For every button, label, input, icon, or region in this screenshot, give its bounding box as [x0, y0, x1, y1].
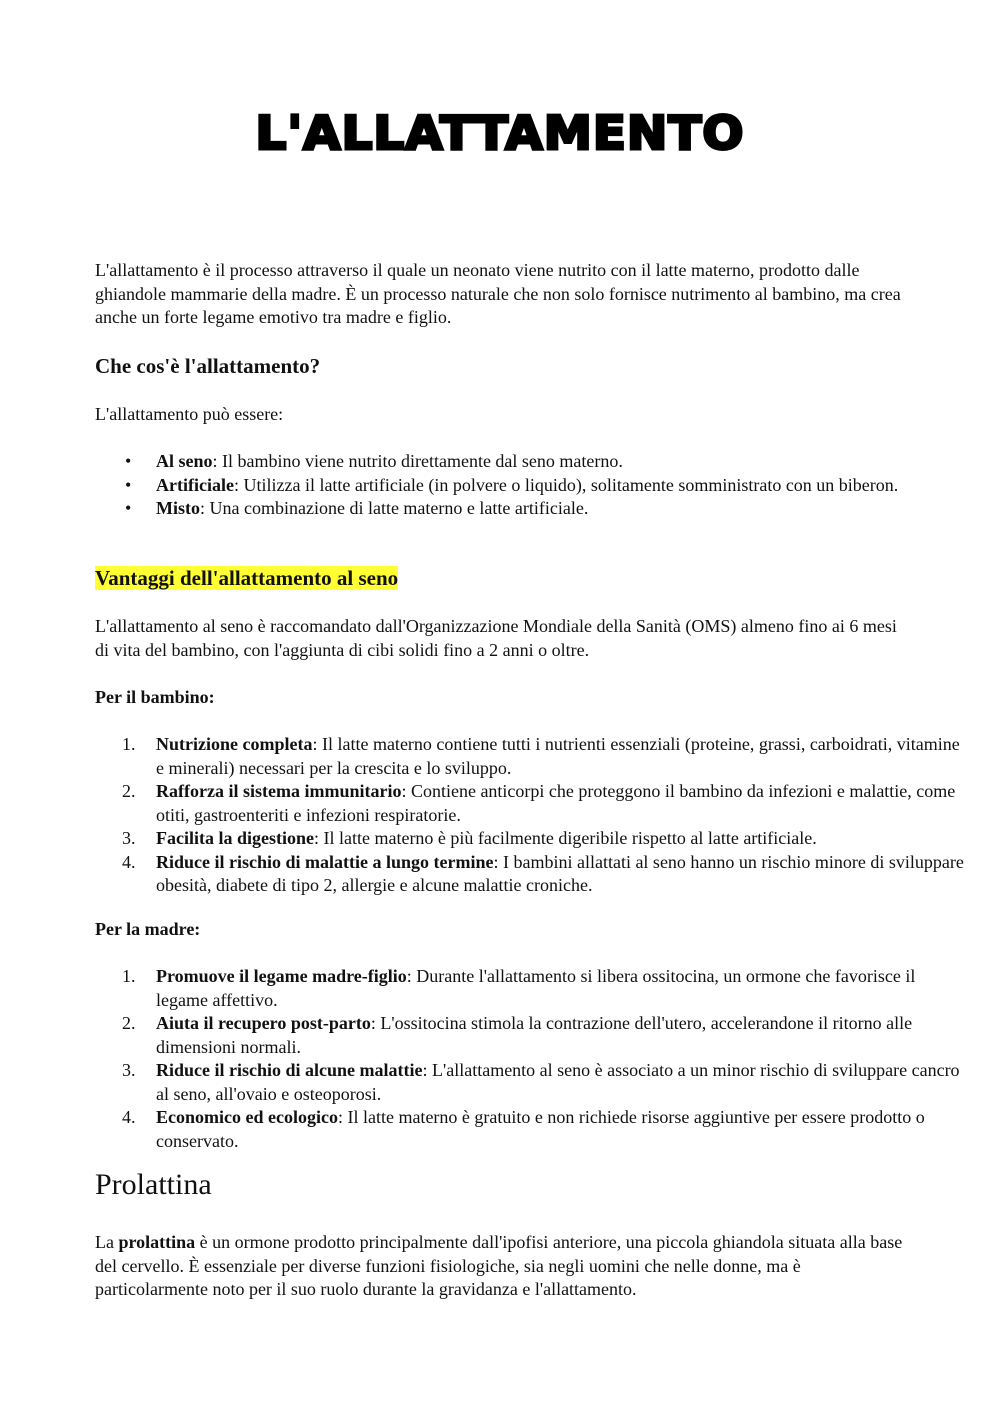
list-item-text: : I bambini allattati al seno hanno un rischio minore di sviluppare obesità, diabete di tipo 2, allergie e alcune malattie croniche.: [156, 851, 964, 895]
list-item-term: Promuove il legame madre-figlio: [156, 966, 407, 986]
advantages-lead: L'allattamento al seno è raccomandato dall'Organizzazione Mondiale della Sanità (OMS) almeno fino ai 6 mesi di vita del bambino, con l'aggiunta di cibi solidi fino a 2 anni o oltre.: [95, 616, 897, 660]
prolactin-paragraph: [95, 1231, 905, 1302]
list-item: [122, 965, 966, 1012]
document-title: L'ALLATTAMENTO: [255, 106, 745, 160]
list-item: [122, 1012, 966, 1059]
list-item-term: Al seno: [156, 451, 213, 471]
list-item-term: Riduce il rischio di malattie a lungo termine: [156, 851, 494, 872]
list-item-text: : L'allattamento al seno è associato a un minor rischio di sviluppare cancro al seno, all'ovaio e osteoporosi.: [156, 1060, 960, 1104]
list-item-text: : Il latte materno è gratuito e non richiede risorse aggiuntive per essere prodotto o conservato.: [156, 1107, 925, 1151]
types-lead: L'allattamento può essere:: [95, 404, 284, 424]
list-item-text: : Il latte materno contiene tutti i nutrienti essenziali (proteine, grassi, carboidrati, vitamine e minerali) necessari per la crescita e lo sviluppo.: [156, 734, 960, 778]
types-list: [95, 450, 966, 521]
list-item-text: : Il bambino viene nutrito direttamente dal seno materno.: [212, 451, 623, 471]
list-item: [156, 497, 966, 521]
list-item-term: Artificiale: [156, 474, 234, 495]
list-number: 2.: [122, 781, 136, 801]
list-item-text: : Una combinazione di latte materno e latte artificiale.: [200, 498, 589, 518]
list-item-term: Aiuta il recupero post-parto: [156, 1013, 371, 1033]
list-number: 1.: [122, 966, 136, 986]
list-item-text: : Durante l'allattamento si libera ossitocina, un ormone che favorisce il legame affettivo.: [156, 966, 916, 1010]
list-item: [122, 1106, 966, 1153]
subheading-child: Per il bambino:: [95, 687, 215, 707]
list-number: 2.: [122, 1013, 136, 1033]
section-heading-advantages: [95, 567, 905, 591]
list-item-text: : Contiene anticorpi che proteggono il bambino da infezioni e malattie, come otiti, gastroenteriti e infezioni respiratorie.: [156, 781, 956, 825]
list-item-term: Nutrizione completa: [156, 734, 313, 754]
list-item: [122, 780, 966, 827]
list-item-text: : Utilizza il latte artificiale (in polvere o liquido), solitamente somministrato con un biberon.: [233, 474, 899, 495]
list-number: 3.: [122, 1060, 136, 1080]
list-item: [156, 474, 966, 498]
prolactin-text-before: La: [95, 1232, 119, 1252]
list-item-term: Rafforza il sistema immunitario: [156, 781, 402, 801]
prolactin-text-after: è un ormone prodotto principalmente dall'ipofisi anteriore, una piccola ghiandola situata alla base del cervello. È essenziale per diverse funzioni fisiologiche, sia negli uomini che nelle donne, ma è particolarmente noto per il suo ruolo durante la gravidanza e l'allattamento.: [95, 1232, 903, 1299]
mother-benefits-list: [95, 965, 966, 1153]
list-item-text: : L'ossitocina stimola la contrazione dell'utero, accelerandone il ritorno alle dimensioni normali.: [156, 1013, 913, 1057]
list-number: 1.: [122, 734, 136, 754]
list-item-term: Facilita la digestione: [156, 828, 314, 848]
intro-paragraph: L'allattamento è il processo attraverso il quale un neonato viene nutrito con il latte materno, prodotto dalle ghiandole mammarie della madre. È un processo naturale che non solo fornisce nutrimento al bambino, ma crea anche un forte legame emotivo tra madre e figlio.: [95, 260, 901, 327]
highlighted-heading-text: Vantaggi dell'allattamento al seno: [95, 566, 399, 590]
prolactin-term: prolattina: [118, 1232, 196, 1252]
list-number: 4.: [122, 851, 136, 872]
list-item: [122, 733, 966, 780]
child-benefits-list: [95, 733, 966, 898]
list-number: 4.: [122, 1107, 136, 1127]
section-heading-prolactin: Prolattina: [95, 1168, 212, 1201]
list-item: [122, 851, 966, 898]
list-item: [122, 1059, 966, 1106]
section-heading-what-is: Che cos'è l'allattamento?: [95, 354, 321, 378]
list-item: [122, 827, 966, 851]
subheading-mother: Per la madre:: [95, 919, 201, 939]
list-item-term: Misto: [156, 498, 200, 518]
list-item-text: : Il latte materno è più facilmente digeribile rispetto al latte artificiale.: [313, 828, 817, 848]
list-number: 3.: [122, 828, 136, 848]
list-item-term: Economico ed ecologico: [156, 1107, 338, 1127]
list-item: [156, 450, 966, 474]
list-item-term: Riduce il rischio di alcune malattie: [156, 1060, 423, 1080]
